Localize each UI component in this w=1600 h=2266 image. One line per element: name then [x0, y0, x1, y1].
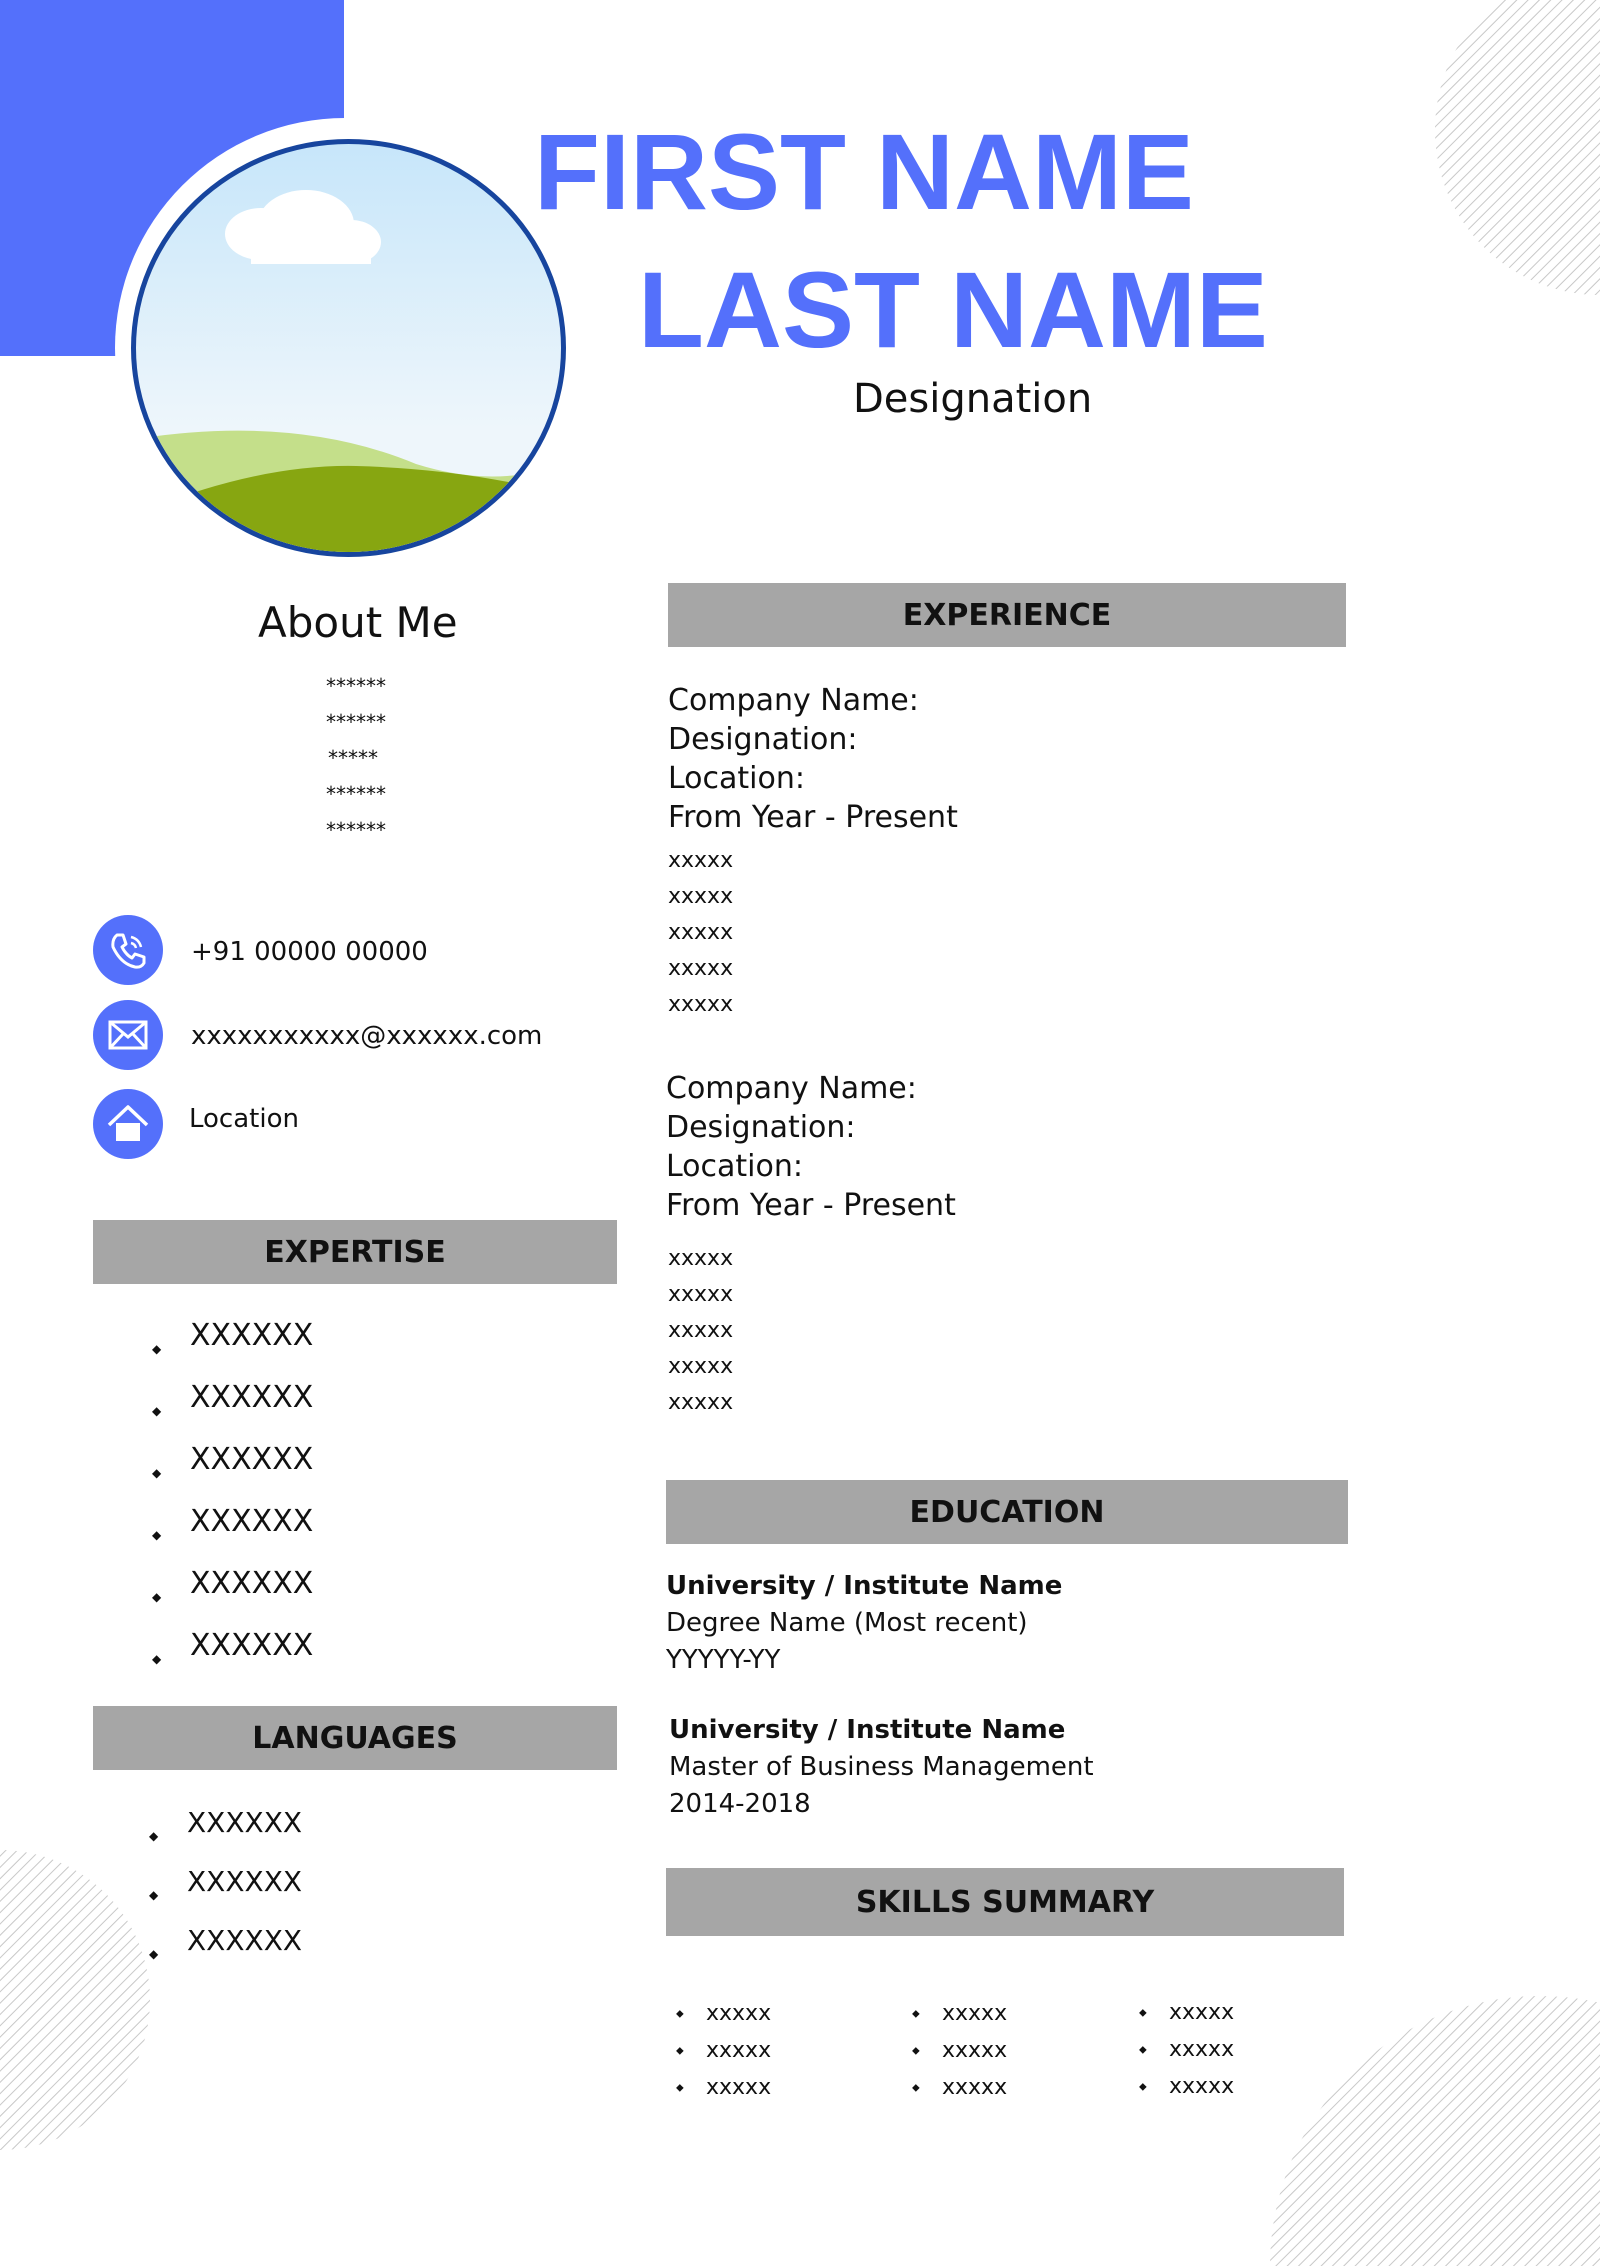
degree-years: 2014-2018 — [669, 1789, 811, 1819]
education-heading: EDUCATION — [666, 1480, 1348, 1544]
skills-summary-heading: SKILLS SUMMARY — [666, 1868, 1344, 1936]
mail-icon — [93, 1000, 163, 1070]
list-item: ◆ XXXXXX — [190, 1380, 313, 1442]
list-item: ◆ XXXXXX — [187, 1865, 302, 1924]
detail-line: xxxxx — [668, 1318, 734, 1343]
job-details — [668, 843, 958, 1023]
languages-list — [187, 1806, 302, 1983]
job-period: From Year - Present — [668, 800, 958, 835]
list-item: ◆ XXXXXX — [190, 1504, 313, 1566]
list-item: ◆ xxxxx — [942, 1995, 1007, 2032]
detail-line: xxxxx — [668, 1246, 734, 1271]
languages-heading: LANGUAGES — [93, 1706, 617, 1770]
detail-line: xxxxx — [668, 920, 734, 945]
phone-number[interactable]: +91 00000 00000 — [191, 937, 428, 967]
last-name: LAST NAME — [638, 249, 1268, 370]
job-details — [668, 1241, 956, 1421]
list-item: ◆ XXXXXX — [187, 1924, 302, 1983]
detail-line: xxxxx — [668, 1282, 734, 1307]
expertise-heading: EXPERTISE — [93, 1220, 617, 1284]
list-item: ◆ xxxxx — [706, 2032, 771, 2069]
skills-column — [1169, 1994, 1234, 2105]
about-line: ****** — [326, 818, 386, 842]
about-line: ****** — [326, 782, 386, 806]
skills-column — [706, 1995, 771, 2106]
list-item: ◆ xxxxx — [942, 2069, 1007, 2106]
list-item: ◆ XXXXXX — [187, 1806, 302, 1865]
job-designation: Designation: — [666, 1110, 856, 1145]
list-item: ◆ XXXXXX — [190, 1628, 313, 1690]
about-line: ****** — [326, 674, 386, 698]
company-name: Company Name: — [668, 683, 919, 718]
home-icon — [93, 1089, 163, 1159]
institute-name: University / Institute Name — [666, 1571, 1063, 1601]
skills-column — [942, 1995, 1007, 2106]
institute-name: University / Institute Name — [669, 1715, 1066, 1745]
about-me-title: About Me — [258, 598, 458, 647]
detail-line: xxxxx — [668, 1354, 734, 1379]
detail-line: xxxxx — [668, 884, 734, 909]
list-item: ◆ XXXXXX — [190, 1318, 313, 1380]
expertise-list — [190, 1318, 313, 1690]
detail-line: xxxxx — [668, 848, 734, 873]
detail-line: xxxxx — [668, 992, 734, 1017]
list-item: ◆ XXXXXX — [190, 1442, 313, 1504]
email-address[interactable]: xxxxxxxxxxx@xxxxxx.com — [191, 1021, 543, 1051]
degree-name: Master of Business Management — [669, 1752, 1094, 1782]
designation: Designation — [853, 376, 1093, 422]
list-item: ◆ xxxxx — [706, 1995, 771, 2032]
education-entry — [669, 1712, 1094, 1823]
detail-line: xxxxx — [668, 1390, 734, 1415]
degree-years: YYYYY-YY — [666, 1645, 781, 1675]
list-item: ◆ XXXXXX — [190, 1566, 313, 1628]
detail-line: xxxxx — [668, 956, 734, 981]
education-entry — [666, 1568, 1062, 1679]
about-line: ****** — [326, 710, 386, 734]
company-name: Company Name: — [666, 1071, 917, 1106]
list-item: ◆ xxxxx — [1169, 1994, 1234, 2031]
landscape-placeholder-icon — [136, 144, 561, 552]
about-me-text — [326, 668, 386, 848]
experience-entry — [668, 681, 958, 1023]
job-location: Location: — [668, 761, 805, 796]
location: Location — [189, 1104, 299, 1134]
list-item: ◆ xxxxx — [1169, 2031, 1234, 2068]
job-location: Location: — [666, 1149, 803, 1184]
about-line: ***** — [328, 746, 378, 770]
degree-name: Degree Name (Most recent) — [666, 1608, 1028, 1638]
list-item: ◆ xxxxx — [706, 2069, 771, 2106]
list-item: ◆ xxxxx — [942, 2032, 1007, 2069]
list-item: ◆ xxxxx — [1169, 2068, 1234, 2105]
job-period: From Year - Present — [666, 1188, 956, 1223]
job-designation: Designation: — [668, 722, 858, 757]
experience-entry — [666, 1069, 956, 1421]
profile-photo[interactable] — [131, 139, 566, 557]
phone-icon — [93, 915, 163, 985]
experience-heading: EXPERIENCE — [668, 583, 1346, 647]
first-name: FIRST NAME — [534, 111, 1194, 232]
